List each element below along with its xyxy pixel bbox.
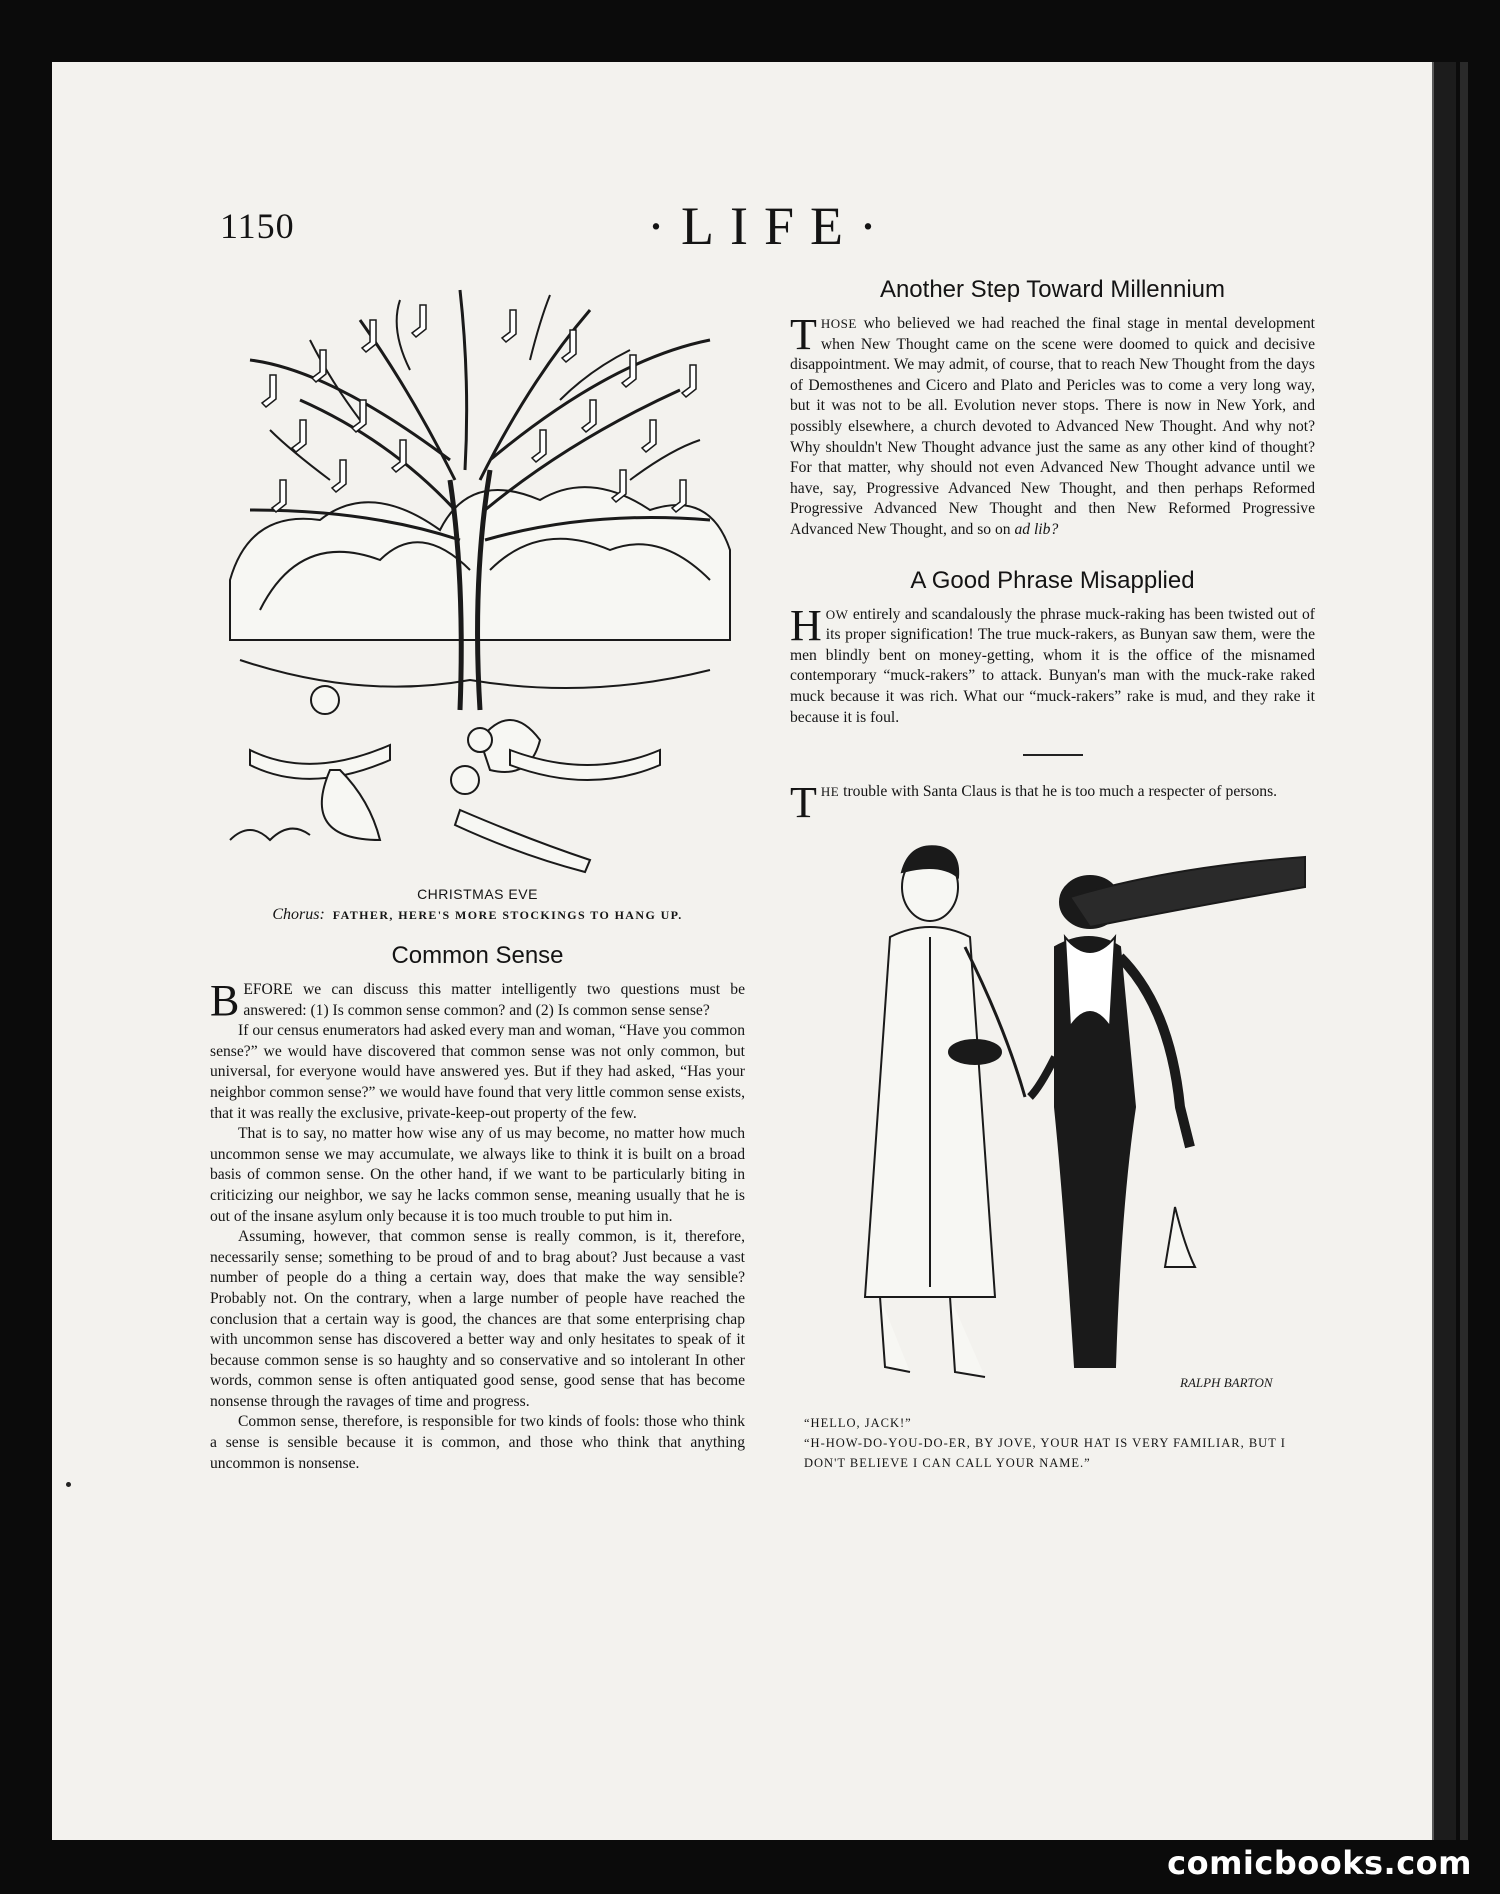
paragraph-text: EFORE we can discuss this matter intelligently two questions must be answered: (1) Is common sense common? and (2) Is common sense sense? xyxy=(243,981,745,1019)
phrase-heading: A Good Phrase Misapplied xyxy=(910,566,1195,594)
caption-line-2: “H-HOW-DO-YOU-DO-ER, BY JOVE, YOUR HAT IS VERY FAMILIAR, BUT I DON'T BELIEVE I CAN CALL YOUR NAME.” xyxy=(804,1435,1286,1470)
drop-cap: T xyxy=(790,310,817,359)
common-sense-paragraph-3: That is to say, no matter how wise any of us may become, no matter how much uncommon sense we may accumulate, we always like to think it is built on a broad basis of common sense. On the other hand, if we want to be particularly biting in criticizing our neighbor, we say he lacks common sense, meaning usually that he is out of the insane asylum only because it is too much trouble to put him in. xyxy=(210,1125,745,1225)
millennium-heading: Another Step Toward Millennium xyxy=(879,276,1226,303)
paragraph-text: trouble with Santa Claus is that he is too much a respecter of persons. xyxy=(839,783,1278,801)
phrase-paragraph xyxy=(790,600,1315,729)
binding-edge-outer xyxy=(1460,62,1468,1840)
left-column xyxy=(210,280,745,1474)
cartoon-title: CHRISTMAS EVE xyxy=(417,886,538,902)
drop-cap: H xyxy=(790,600,822,650)
santa-paragraph xyxy=(790,778,1315,828)
lead-word: OW xyxy=(825,606,849,622)
common-sense-paragraph-1 xyxy=(210,976,745,1025)
christmas-eve-cartoon xyxy=(210,280,740,880)
section-divider xyxy=(1023,754,1083,756)
lead-word: HOSE xyxy=(820,316,857,331)
common-sense-heading: Common Sense xyxy=(391,942,564,969)
masthead-title: ·LIFE· xyxy=(647,196,893,256)
caption-speaker: Chorus: xyxy=(272,906,325,923)
drop-cap: T xyxy=(790,778,817,828)
page-number: 1150 xyxy=(220,206,295,246)
page-speck xyxy=(66,1482,71,1487)
binding-edge xyxy=(1432,62,1456,1840)
paragraph-text: entirely and scandalously the phrase muck-raking has been twisted out of its proper signification! The true muck-rakers, as Bunyan saw them, were the men blindly bent on money-getting, whom it is the office of the misnamed contemporary “muck-rakers” to attack. Bunyan's man with the muck-rake raked muck because it was rich. What our “muck-rakers” rake is mud, and they rake it because it is foul. xyxy=(790,605,1315,726)
caption-text: FATHER, HERE'S MORE STOCKINGS TO HANG UP. xyxy=(332,908,683,922)
cartoon2-caption xyxy=(790,1413,1315,1473)
hello-jack-cartoon xyxy=(790,827,1310,1407)
drop-cap: B xyxy=(210,976,240,1025)
cartoon-caption xyxy=(210,906,745,924)
artist-signature: RALPH BARTON xyxy=(1180,1374,1273,1390)
millennium-paragraph xyxy=(790,310,1315,541)
lead-word: HE xyxy=(820,784,840,800)
common-sense-paragraph-4: Assuming, however, that common sense is really common, is it, therefore, necessarily sense; something to be proud of and to brag about? Just because a vast number of people do a thing a certain way, does that make the way sensible? Probably not. On the contrary, when a large number of people have reached the conclusion that a certain way is good, the chances are that some enterprising chap with uncommon sense has discovered a better way and only hesitates to speak of it because common sense is so haughty and so conservative and so intolerant In other words, common sense is often antiquated good sense, good sense that has become nonsense through the ravages of time and progress. xyxy=(210,1228,745,1410)
paragraph-tail: ad lib? xyxy=(1014,520,1059,538)
site-watermark: comicbooks.com xyxy=(1167,1844,1472,1882)
common-sense-paragraph-2: If our census enumerators had asked every man and woman, “Have you common sense?” we would have discovered that common sense was not only common, but universal, for everyone would have answered yes. But if they had asked, “Has your neighbor common sense?” we would have found that very little common sense exists, that it was really the exclusive, private-keep-out property of the few. xyxy=(210,1022,745,1122)
caption-line-1: “HELLO, JACK!” xyxy=(804,1415,912,1430)
common-sense-paragraph-5: Common sense, therefore, is responsible for two kinds of fools: those who think a sense is sensible because it is common, and those who think that anything uncommon is nonsense. xyxy=(210,1413,745,1472)
paragraph-text: who believed we had reached the final stage in mental development when New Thought came on the scene were doomed to quick and decisive disappointment. We may admit, of course, that to reach New Thought from the days of Demosthenes and Cicero and Plato and Pericles was to come a very long way, but it was not to be all. Evolution never stops. There is now in New York, and possibly elsewhere, a church devoted to Advanced New Thought. And why not? Why shouldn't New Thought advance just the same as any other kind of thought? For that matter, why should not even Advanced New Thought advance until we have, say, Progressive Advanced New Thought, and then perhaps Reformed Progressive Advanced New Thought and then New Reformed Progressive Advanced New Thought, and so on xyxy=(790,315,1315,538)
right-column xyxy=(790,270,1315,1473)
